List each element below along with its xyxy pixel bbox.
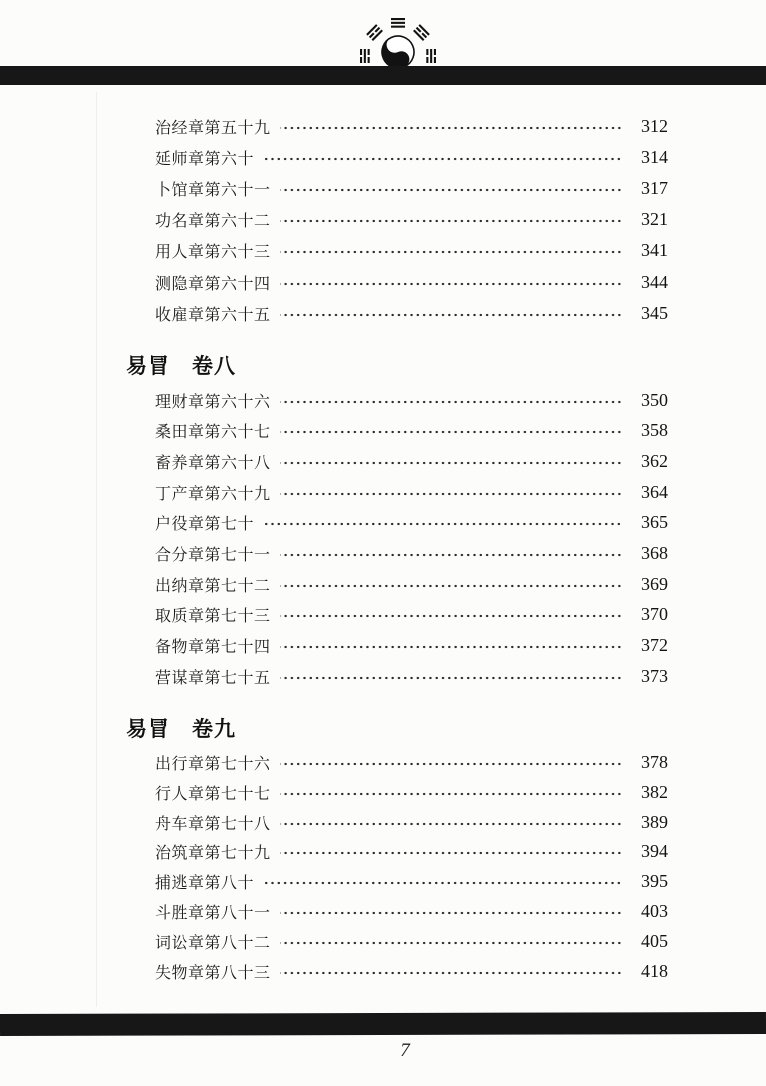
page-number: 7 bbox=[400, 1040, 410, 1061]
toc-entry-page: 389 bbox=[641, 811, 668, 832]
dot-leader bbox=[280, 310, 622, 320]
toc-entry-page: 358 bbox=[641, 420, 668, 441]
dot-leader bbox=[280, 489, 622, 499]
toc-entry-title: 测隐章第六十四 bbox=[155, 275, 271, 293]
toc-entry-page: 312 bbox=[641, 116, 668, 137]
toc-entry-title: 失物章第八十三 bbox=[155, 964, 271, 982]
toc-entry bbox=[155, 807, 668, 837]
dot-leader bbox=[280, 550, 622, 560]
dot-leader bbox=[280, 247, 622, 257]
toc-entry-page: 344 bbox=[641, 271, 668, 292]
toc-entry-title: 延师章第六十 bbox=[155, 151, 255, 169]
toc-entry bbox=[155, 173, 668, 204]
dot-leader bbox=[280, 848, 622, 858]
toc-entry-page: 364 bbox=[641, 481, 668, 502]
toc-section bbox=[126, 748, 668, 986]
dot-leader bbox=[280, 968, 622, 978]
toc-entry-title: 用人章第六十三 bbox=[155, 244, 271, 262]
toc-entry-page: 345 bbox=[641, 302, 668, 323]
top-rule bbox=[0, 66, 766, 85]
toc-entry bbox=[155, 569, 668, 600]
toc-entry-title: 户役章第七十 bbox=[155, 516, 255, 534]
toc-entry bbox=[155, 111, 668, 142]
toc-entry-page: 341 bbox=[641, 240, 668, 261]
dot-leader bbox=[280, 279, 622, 289]
toc-entry-page: 373 bbox=[641, 665, 668, 686]
toc-entry-title: 取质章第七十三 bbox=[155, 608, 271, 626]
toc-entry-title: 合分章第七十一 bbox=[155, 546, 271, 564]
toc-entry-page: 418 bbox=[641, 960, 668, 981]
toc-entry bbox=[155, 599, 668, 630]
toc-entry-title: 行人章第七十七 bbox=[155, 785, 271, 803]
toc-entry-page: 368 bbox=[641, 542, 668, 563]
toc-entry bbox=[155, 897, 668, 927]
dot-leader bbox=[280, 458, 622, 468]
dot-leader bbox=[280, 759, 622, 769]
dot-leader bbox=[280, 611, 622, 621]
toc-section bbox=[126, 111, 668, 329]
toc-entry-title: 出纳章第七十二 bbox=[155, 577, 271, 595]
toc-entry-title: 畜养章第六十八 bbox=[155, 454, 271, 472]
toc-entry bbox=[155, 266, 668, 297]
toc-entry-title: 桑田章第六十七 bbox=[155, 424, 271, 442]
toc-entry bbox=[155, 837, 668, 867]
toc-entry-page: 369 bbox=[641, 573, 668, 594]
dot-leader bbox=[280, 908, 622, 918]
toc-entry-page: 372 bbox=[641, 635, 668, 655]
toc bbox=[126, 111, 668, 986]
toc-entry-page: 370 bbox=[641, 604, 668, 625]
toc-entry-title: 斗胜章第八十一 bbox=[155, 904, 271, 922]
taiji-bagua-icon bbox=[356, 12, 440, 68]
bottom-rule bbox=[0, 1012, 766, 1036]
dot-leader bbox=[263, 154, 622, 164]
toc-entry-page: 314 bbox=[641, 147, 668, 168]
toc-entry-title: 理财章第六十六 bbox=[155, 393, 271, 411]
dot-leader bbox=[280, 185, 622, 195]
toc-entry-title: 营谋章第七十五 bbox=[155, 669, 271, 687]
toc-entry bbox=[155, 385, 668, 416]
dot-leader bbox=[280, 581, 622, 591]
toc-entry-title: 备物章第七十四 bbox=[155, 639, 271, 656]
toc-entry bbox=[155, 661, 668, 692]
toc-entry-title: 收雇章第六十五 bbox=[155, 306, 271, 324]
toc-entry bbox=[155, 235, 668, 266]
toc-entry bbox=[155, 446, 668, 477]
toc-entry-title: 治经章第五十九 bbox=[155, 120, 271, 138]
toc-entry-page: 394 bbox=[641, 841, 668, 862]
dot-leader bbox=[280, 673, 622, 683]
toc-entry-page: 403 bbox=[641, 900, 668, 921]
toc-entry bbox=[155, 630, 668, 661]
toc-entry-page: 362 bbox=[641, 450, 668, 471]
toc-entry-title: 丁产章第六十九 bbox=[155, 485, 271, 503]
toc-entry-page: 395 bbox=[641, 871, 668, 892]
dot-leader bbox=[280, 123, 622, 133]
dot-leader bbox=[280, 642, 622, 652]
toc-entry bbox=[155, 538, 668, 569]
toc-entry-title: 捕逃章第八十 bbox=[155, 875, 255, 893]
section-header: 易冒 卷八 bbox=[126, 353, 236, 378]
toc-entry-title: 舟车章第七十八 bbox=[155, 815, 271, 833]
toc-entry-page: 350 bbox=[641, 389, 668, 410]
toc-entry-title: 卜馆章第六十一 bbox=[155, 182, 271, 200]
scan-gutter-line bbox=[96, 92, 97, 1007]
dot-leader bbox=[280, 819, 622, 829]
toc-entry-page: 378 bbox=[641, 751, 668, 772]
toc-entry bbox=[155, 298, 668, 329]
toc-entry bbox=[155, 507, 668, 538]
toc-entry-page: 317 bbox=[641, 178, 668, 199]
dot-leader bbox=[280, 397, 622, 407]
toc-entry-title: 出行章第七十六 bbox=[155, 755, 271, 773]
toc-entry bbox=[155, 142, 668, 173]
toc-entry-page: 365 bbox=[641, 512, 668, 533]
dot-leader bbox=[280, 427, 622, 437]
dot-leader bbox=[280, 789, 622, 799]
toc-entry bbox=[155, 867, 668, 897]
dot-leader bbox=[280, 938, 622, 948]
section-header: 易冒 卷九 bbox=[126, 716, 236, 741]
toc-entry-title: 词讼章第八十二 bbox=[155, 934, 271, 952]
toc-entry bbox=[155, 956, 668, 986]
toc-entry-title: 治筑章第七十九 bbox=[155, 845, 271, 863]
toc-entry-page: 382 bbox=[641, 781, 668, 802]
dot-leader bbox=[263, 878, 622, 888]
toc-entry-page: 321 bbox=[641, 209, 668, 230]
dot-leader bbox=[280, 216, 622, 226]
toc-section bbox=[126, 385, 668, 692]
toc-entry bbox=[155, 415, 668, 446]
toc-entry bbox=[155, 748, 668, 778]
toc-entry bbox=[155, 477, 668, 508]
toc-entry-page: 405 bbox=[641, 930, 668, 951]
toc-entry bbox=[155, 777, 668, 807]
toc-entry bbox=[155, 926, 668, 956]
toc-entry bbox=[155, 204, 668, 235]
toc-entry-title: 功名章第六十二 bbox=[155, 213, 271, 231]
dot-leader bbox=[263, 519, 622, 529]
